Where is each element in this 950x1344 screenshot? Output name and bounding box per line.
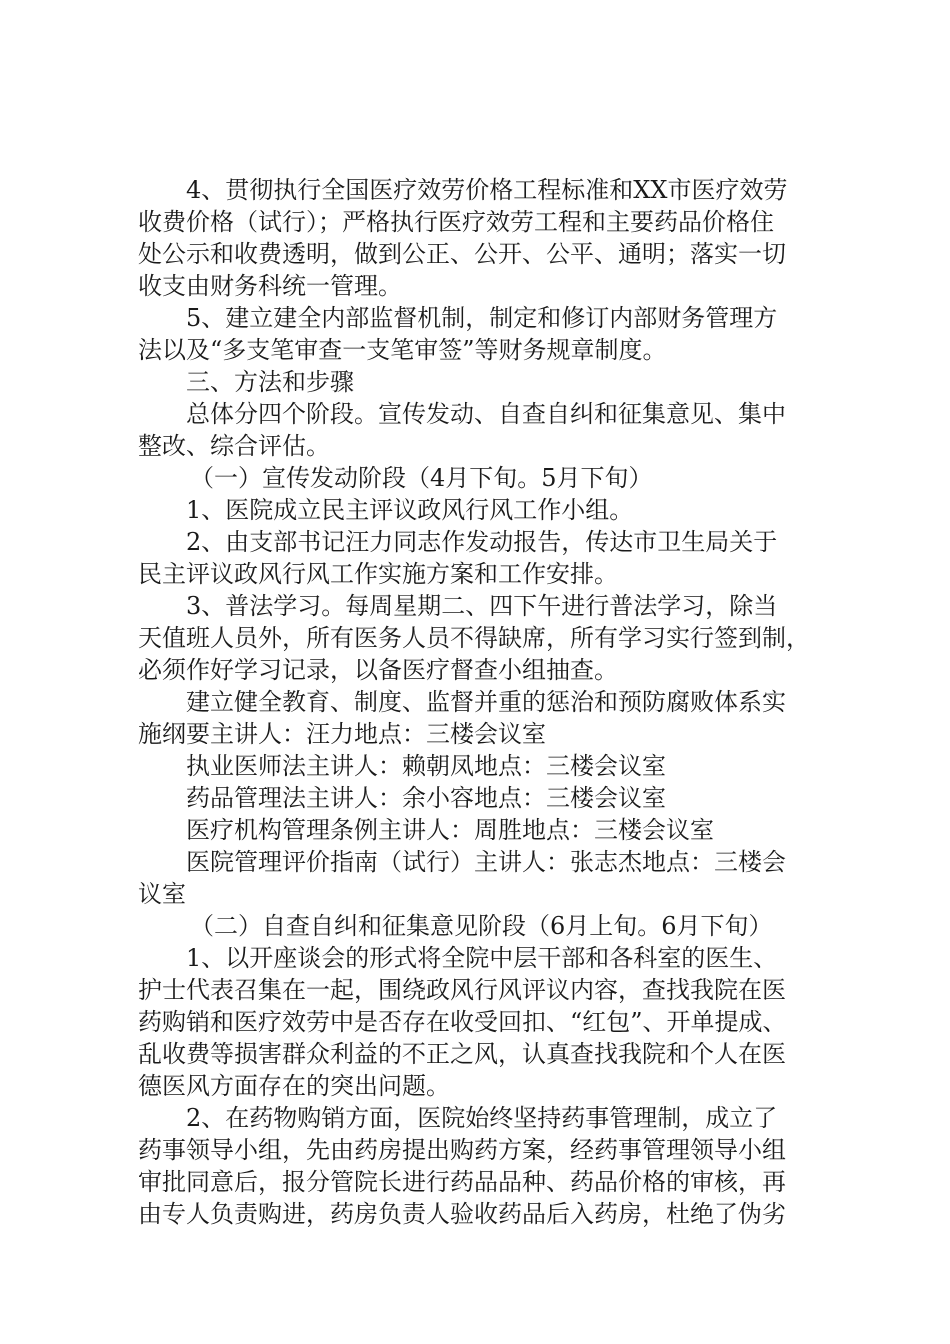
- text-line: 药事领导小组，先由药房提出购药方案，经药事管理领导小组: [138, 1136, 786, 1164]
- text-line: 审批同意后，报分管院长进行药品品种、药品价格的审核，再: [138, 1168, 786, 1196]
- text-line: 5、建立建全内部监督机制，制定和修订内部财务管理方: [186, 304, 778, 332]
- text-line: 处公示和收费透明，做到公正、公开、公平、通明；落实一切: [138, 240, 786, 268]
- text-line: 乱收费等损害群众利益的不正之风，认真查找我院和个人在医: [138, 1040, 786, 1068]
- text-line: 施纲要主讲人：汪力地点：三楼会议室: [138, 720, 546, 748]
- text-line: 2、由支部书记汪力同志作发动报告，传达市卫生局关于: [186, 528, 778, 556]
- text-line: 1、医院成立民主评议政风行风工作小组。: [186, 496, 634, 524]
- text-line: 由专人负责购进，药房负责人验收药品后入药房，杜绝了伪劣: [138, 1200, 786, 1228]
- document-body: [138, 174, 838, 1230]
- text-line: 民主评议政风行风工作实施方案和工作安排。: [138, 560, 618, 588]
- text-line: 天值班人员外，所有医务人员不得缺席，所有学习实行签到制，: [138, 624, 810, 652]
- text-line: 医院管理评价指南（试行）主讲人：张志杰地点：三楼会: [186, 848, 786, 876]
- text-line: 执业医师法主讲人：赖朝凤地点：三楼会议室: [186, 752, 666, 780]
- text-line: 3、普法学习。每周星期二、四下午进行普法学习，除当: [186, 592, 778, 620]
- text-line: 总体分四个阶段。宣传发动、自查自纠和征集意见、集中: [186, 400, 786, 428]
- text-line: 护士代表召集在一起，围绕政风行风评议内容，查找我院在医: [138, 976, 786, 1004]
- text-line: 整改、综合评估。: [138, 432, 330, 460]
- text-line: 议室: [138, 880, 186, 908]
- text-line: 三、方法和步骤: [186, 368, 354, 396]
- text-line: （一）宣传发动阶段（4月下旬。5月下旬）: [190, 464, 653, 492]
- text-line: 收支由财务科统一管理。: [138, 272, 402, 300]
- text-line: 药品管理法主讲人：余小容地点：三楼会议室: [186, 784, 666, 812]
- text-line: （二）自查自纠和征集意见阶段（6月上旬。6月下旬）: [190, 912, 773, 940]
- text-line: 药购销和医疗效劳中是否存在收受回扣、“红包”、开单提成、: [138, 1008, 787, 1036]
- text-line: 收费价格（试行）；严格执行医疗效劳工程和主要药品价格住: [138, 208, 774, 236]
- text-line: 必须作好学习记录，以备医疗督查小组抽查。: [138, 656, 618, 684]
- text-line: 4、贯彻执行全国医疗效劳价格工程标准和XX市医疗效劳: [186, 176, 788, 204]
- text-line: 建立健全教育、制度、监督并重的惩治和预防腐败体系实: [186, 688, 786, 716]
- text-line: 1、以开座谈会的形式将全院中层干部和各科室的医生、: [186, 944, 778, 972]
- text-line: 医疗机构管理条例主讲人：周胜地点：三楼会议室: [186, 816, 714, 844]
- text-line: 德医风方面存在的突出问题。: [138, 1072, 450, 1100]
- text-line: 法以及“多支笔审查一支笔审签”等财务规章制度。: [138, 336, 667, 364]
- text-line: 2、在药物购销方面，医院始终坚持药事管理制，成立了: [186, 1104, 778, 1132]
